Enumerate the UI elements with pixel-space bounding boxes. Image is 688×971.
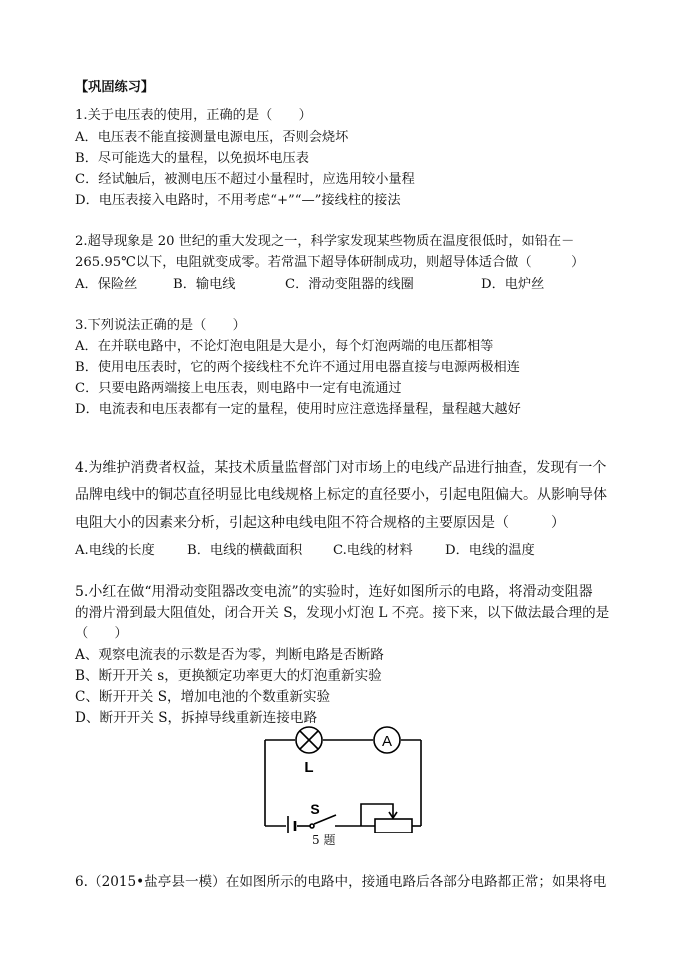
question-5-option-d: D、断开开关 S，拆掉导线重新连接电路 bbox=[75, 710, 318, 726]
lamp-label: L bbox=[304, 759, 314, 776]
question-5-stem-line-1: 5.小红在做“用滑动变阻器改变电流”的实验时，连好如图所示的电路，将滑动变阻器 bbox=[75, 584, 593, 600]
question-1-stem: 1.关于电压表的使用，正确的是（ ） bbox=[75, 108, 312, 123]
question-3-option-d: D．电流表和电压表都有一定的量程，使用时应注意选择量程，量程越大越好 bbox=[75, 402, 521, 417]
switch-contact-left bbox=[310, 824, 314, 828]
switch-label: S bbox=[310, 801, 320, 817]
question-2-option-d: D．电炉丝 bbox=[481, 277, 545, 292]
rheostat-slider-wire bbox=[361, 804, 393, 826]
question-2-stem-line-1: 2.超导现象是 20 世纪的重大发现之一，科学家发现某些物质在温度很低时，如铅在－ bbox=[75, 234, 575, 249]
question-1-option-a: A．电压表不能直接测量电源电压，否则会烧坏 bbox=[75, 130, 349, 145]
question-2-options bbox=[75, 275, 615, 295]
question-2-stem-line-2: 265.95℃以下，电阻就变成零。若常温下超导体研制成功，则超导体适合做（ ） bbox=[75, 255, 585, 270]
question-3-option-b: B．使用电压表时，它的两个接线柱不允许不通过用电器直接与电源两极相连 bbox=[75, 360, 520, 375]
question-3-option-a: A．在并联电路中，不论灯泡电阻是大是小，每个灯泡两端的电压都相等 bbox=[75, 339, 494, 354]
question-5-option-c: C、断开开关 S，增加电池的个数重新实验 bbox=[75, 689, 331, 705]
question-5-option-b: B、断开开关 s，更换额定功率更大的灯泡重新实验 bbox=[75, 668, 382, 684]
question-3-option-c: C．只要电路两端接上电压表，则电路中一定有电流通过 bbox=[75, 381, 402, 396]
question-4-option-c: C.电线的材料 bbox=[333, 543, 413, 558]
question-1-option-d: D．电压表接入电路时，不用考虑“+”“—”接线柱的接法 bbox=[75, 193, 401, 208]
question-1-option-c: C．经试触后，被测电压不超过小量程时，应选用较小量程 bbox=[75, 172, 415, 187]
question-1-option-b: B．尽可能选大的量程，以免损坏电压表 bbox=[75, 151, 309, 166]
question-2-option-c: C．滑动变阻器的线圈 bbox=[285, 277, 414, 292]
question-4-stem-line-2: 品牌电线中的铜芯直径明显比电线规格上标定的直径要小，引起电阻偏大。从影响导体 bbox=[75, 487, 607, 503]
question-4-stem-line-3: 电阻大小的因素来分析，引起这种电线电阻不符合规格的主要原因是（ ） bbox=[75, 515, 565, 531]
question-5-stem-line-2: 的滑片滑到最大阻值处，闭合开关 S，发现小灯泡 L 不亮。接下来，以下做法最合理的是 bbox=[75, 605, 610, 621]
question-4-option-d: D．电线的温度 bbox=[445, 543, 535, 558]
question-5-option-a: A、观察电流表的示数是否为零，判断电路是否断路 bbox=[75, 647, 384, 663]
question-3-stem: 3.下列说法正确的是（ ） bbox=[75, 318, 246, 333]
question-4-options bbox=[75, 541, 615, 561]
rheostat-body bbox=[375, 819, 412, 833]
question-4-option-a: A.电线的长度 bbox=[75, 543, 155, 558]
circuit-diagram bbox=[255, 718, 435, 833]
question-2-option-b: B．输电线 bbox=[173, 277, 236, 292]
question-6-stem-line-1: 6.（2015•盐亭县一模）在如图所示的电路中，接通电路后各部分电路都正常；如果将电 bbox=[75, 874, 607, 890]
figure-caption: 5 题 bbox=[312, 833, 336, 847]
question-2-option-a: A．保险丝 bbox=[75, 277, 138, 292]
question-4-stem-line-1: 4.为维护消费者权益，某技术质量监督部门对市场上的电线产品进行抽查，发现有一个 bbox=[75, 460, 607, 476]
question-4-option-b: B．电线的横截面积 bbox=[187, 543, 303, 558]
section-title: 【巩固练习】 bbox=[75, 80, 155, 95]
question-5-stem-line-3: （ ） bbox=[75, 626, 128, 641]
ammeter-label: A bbox=[381, 733, 393, 750]
